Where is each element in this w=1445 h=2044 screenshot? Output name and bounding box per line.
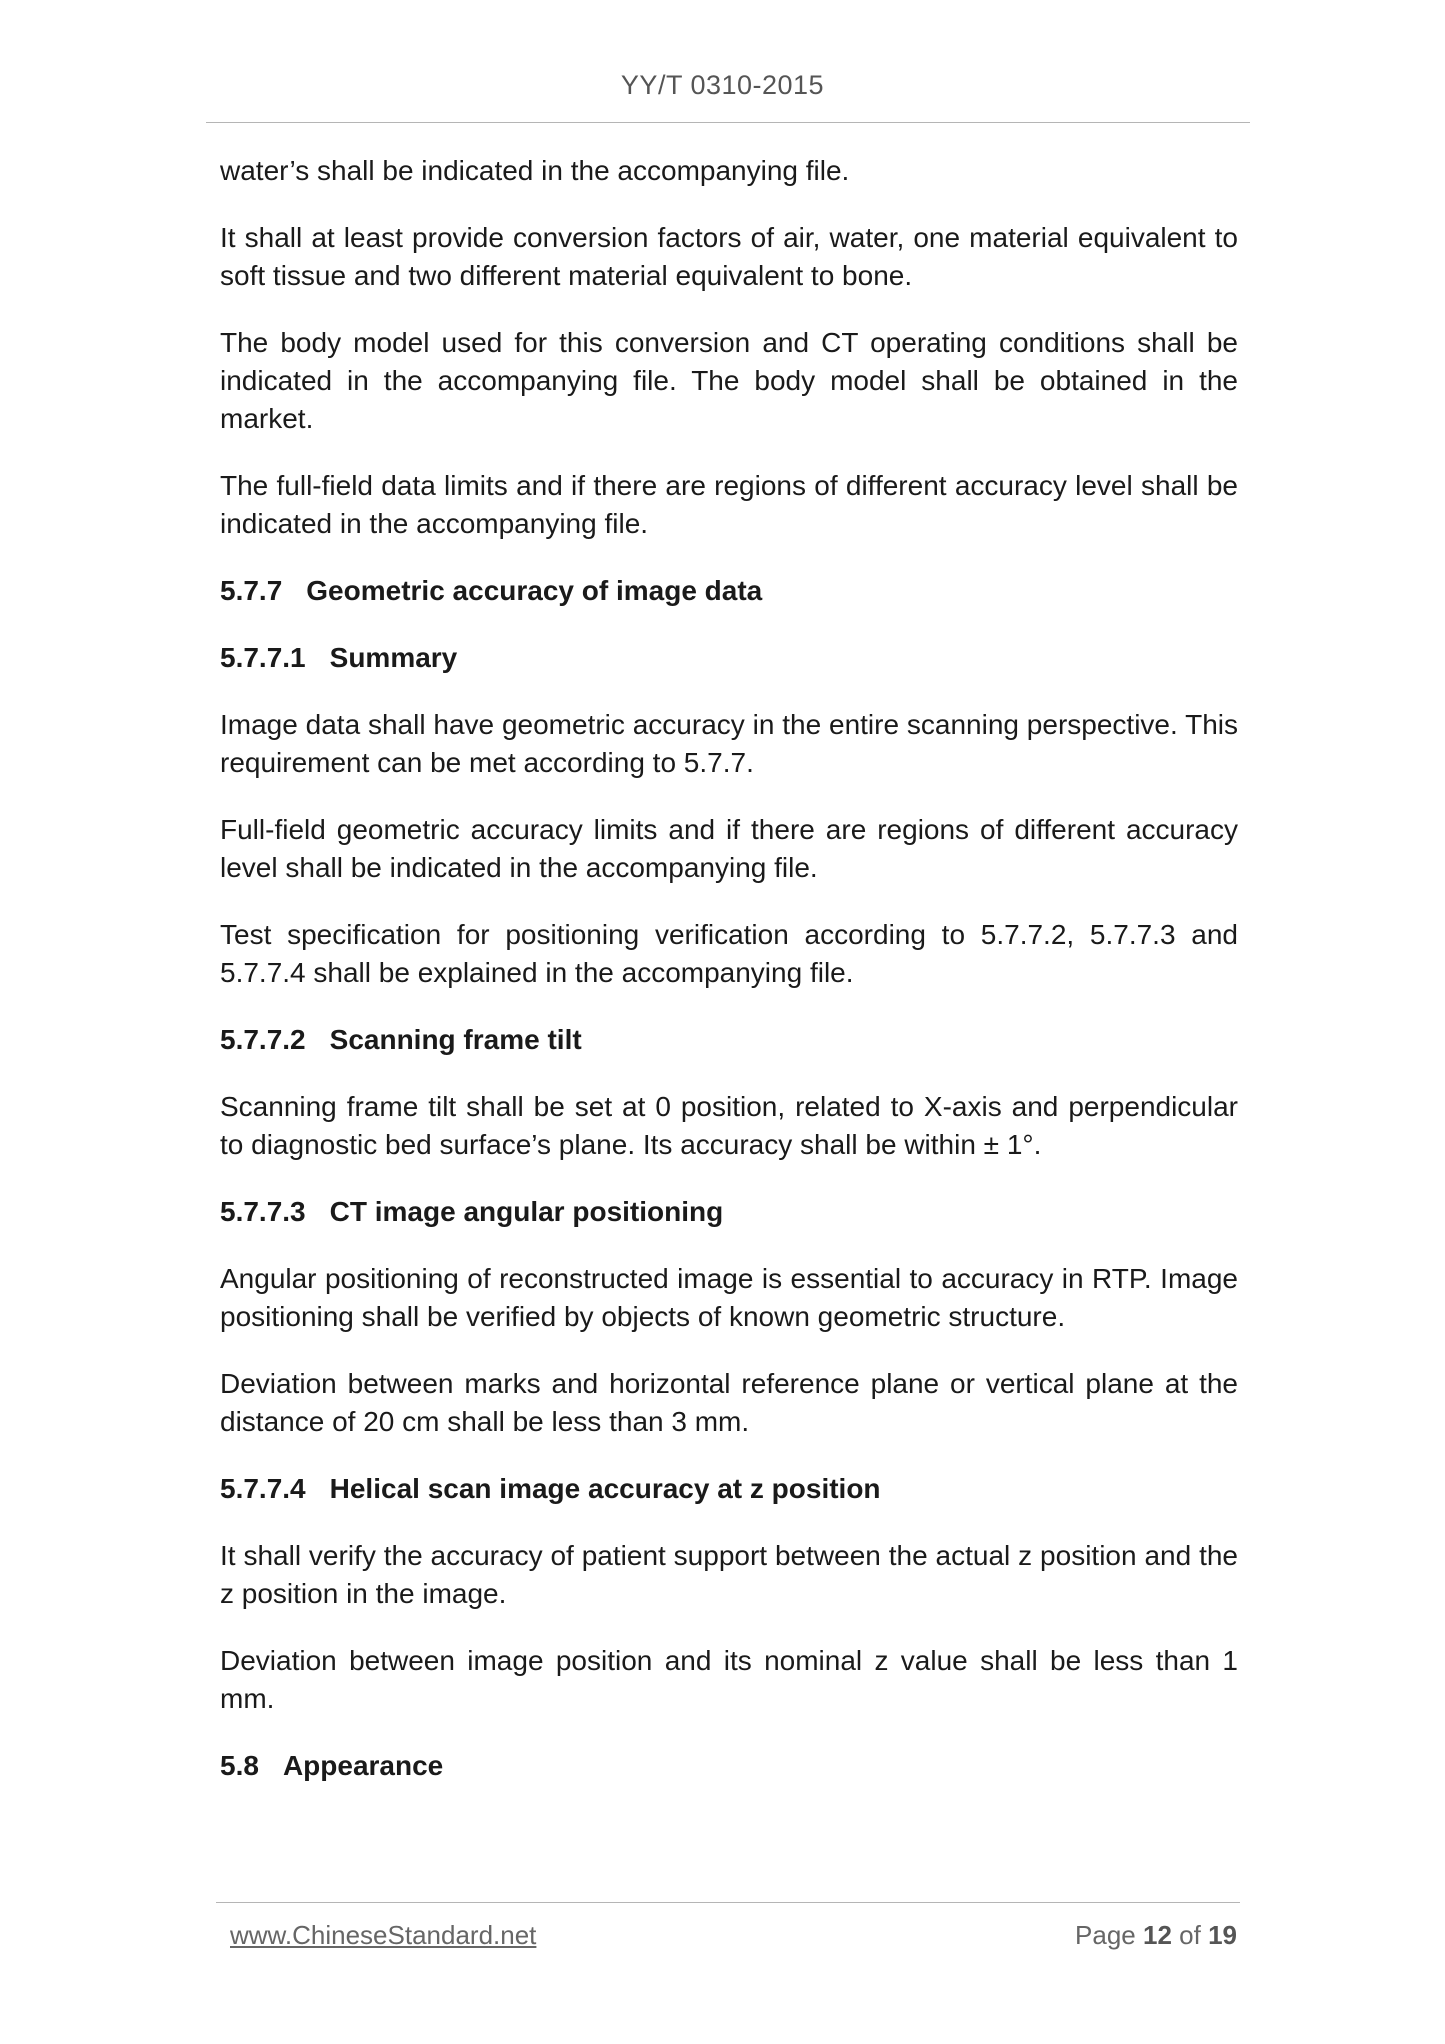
section-title: Helical scan image accuracy at z position: [329, 1473, 881, 1504]
paragraph: water’s shall be indicated in the accompanying file.: [220, 155, 850, 186]
document-code-header: YY/T 0310-2015: [620, 70, 825, 100]
section-heading-5-7-7: [220, 572, 1238, 610]
paragraph: The body model used for this conversion and CT operating conditions shall be indicated in the accompanying file. The body model shall be obtained in the market.: [220, 327, 1238, 434]
paragraph: Deviation between image position and its nominal z value shall be less than 1 mm.: [220, 1645, 1238, 1714]
paragraph: Image data shall have geometric accuracy in the entire scanning perspective. This requirement can be met according to 5.7.7.: [220, 709, 1238, 778]
footer-divider: [216, 1902, 1240, 1903]
section-number: 5.8: [220, 1750, 259, 1781]
section-heading-5-8: [220, 1747, 1238, 1785]
section-heading-5-7-7-3: [220, 1193, 1238, 1231]
section-number: 5.7.7.1: [220, 642, 306, 673]
paragraph: The full-field data limits and if there are regions of different accuracy level shall be indicated in the accompanying file.: [220, 470, 1238, 539]
section-heading-5-7-7-2: [220, 1021, 1238, 1059]
page-current: 12: [1143, 1920, 1172, 1950]
section-title: Scanning frame tilt: [329, 1024, 582, 1055]
section-number: 5.7.7.3: [220, 1196, 306, 1227]
section-title: Appearance: [282, 1750, 444, 1781]
website-link[interactable]: www.ChineseStandard.net: [230, 1920, 537, 1950]
section-heading-5-7-7-1: [220, 639, 1238, 677]
section-number: 5.7.7: [220, 575, 283, 606]
header-divider: [206, 122, 1250, 123]
section-number: 5.7.7.2: [220, 1024, 306, 1055]
page-of: of: [1179, 1920, 1201, 1950]
section-title: Geometric accuracy of image data: [306, 575, 763, 606]
paragraph: It shall verify the accuracy of patient support between the actual z position and the z position in the image.: [220, 1540, 1238, 1609]
paragraph: Deviation between marks and horizontal reference plane or vertical plane at the distance of 20 cm shall be less than 3 mm.: [220, 1368, 1238, 1437]
page-label: Page: [1075, 1920, 1136, 1950]
paragraph: Full-field geometric accuracy limits and if there are regions of different accuracy level shall be indicated in the accompanying file.: [220, 814, 1238, 883]
section-heading-5-7-7-4: [220, 1470, 1238, 1508]
paragraph: It shall at least provide conversion factors of air, water, one material equivalent to soft tissue and two different material equivalent to bone.: [220, 222, 1238, 291]
footer-website: [230, 1920, 536, 1951]
section-title: CT image angular positioning: [329, 1196, 724, 1227]
paragraph: Angular positioning of reconstructed image is essential to accuracy in RTP. Image positioning shall be verified by objects of known geometric structure.: [220, 1263, 1238, 1332]
page-number: [1075, 1920, 1237, 1951]
section-number: 5.7.7.4: [220, 1473, 306, 1504]
paragraph: Test specification for positioning verification according to 5.7.7.2, 5.7.7.3 and 5.7.7.4 shall be explained in the accompanying file.: [220, 919, 1238, 988]
paragraph: Scanning frame tilt shall be set at 0 position, related to X-axis and perpendicular to diagnostic bed surface’s plane. Its accuracy shall be within ± 1°.: [220, 1091, 1238, 1160]
page-total: 19: [1208, 1920, 1237, 1950]
section-title: Summary: [329, 642, 458, 673]
page-content: [220, 152, 1238, 1814]
